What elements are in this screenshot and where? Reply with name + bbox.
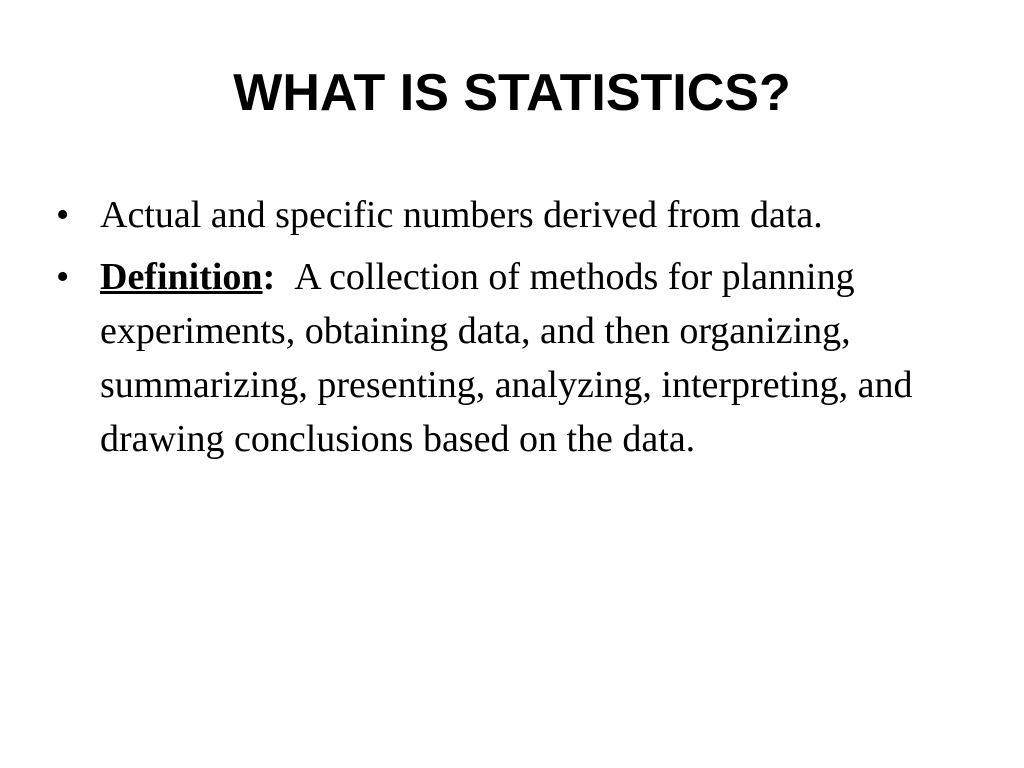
bullet-list — [56, 188, 976, 474]
definition-colon: : — [262, 256, 276, 298]
slide-title: WHAT IS STATISTICS? — [233, 64, 791, 122]
bullet-item-actual-numbers — [56, 188, 976, 242]
bullet-text: Actual and specific numbers derived from data. — [100, 194, 823, 236]
bullet-icon: • — [56, 194, 70, 236]
definition-text: A collection of methods for planning experiments, obtaining data, and then organizing, summarizing, presenting, analyzing, interpreting, and drawing conclusions based on the data. — [100, 256, 913, 460]
bullet-icon: • — [56, 256, 70, 298]
definition-term: Definition — [100, 256, 263, 298]
bullet-item-definition — [56, 250, 976, 466]
